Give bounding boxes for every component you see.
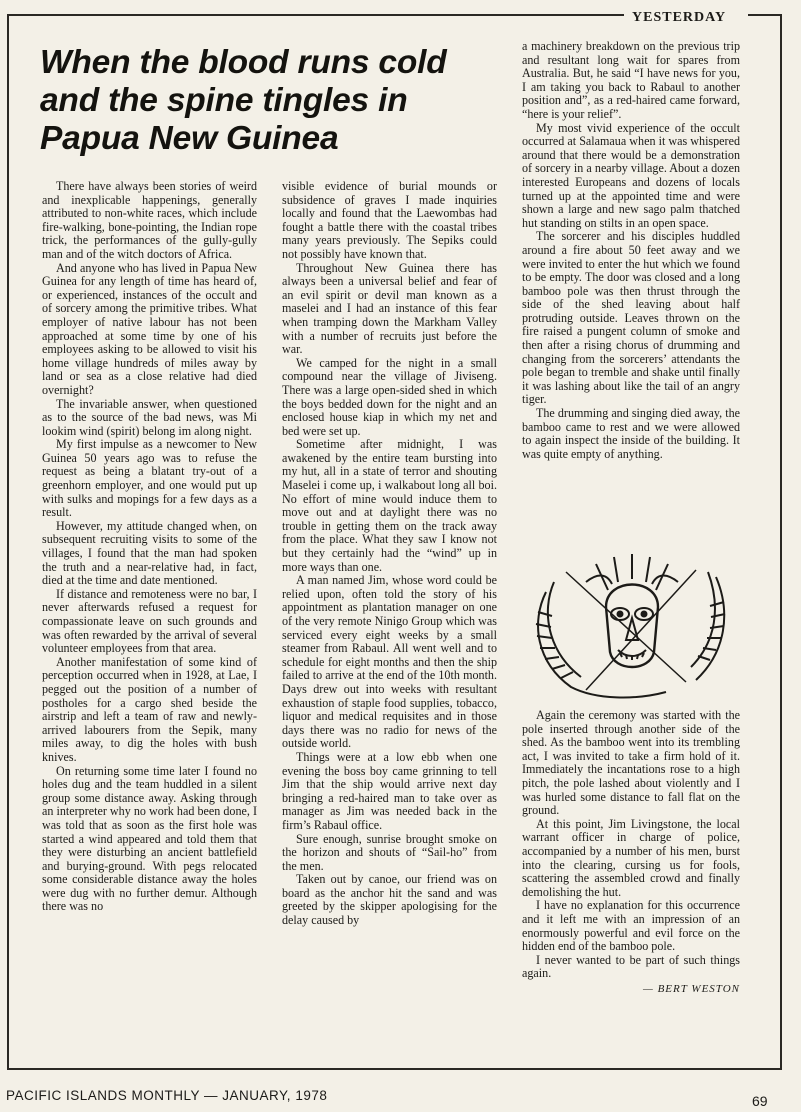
paragraph: I have no explanation for this occurrence and it left me with an impression of an enormously powerful and evil force on the hidden end of the bamboo pole. — [522, 898, 740, 954]
paragraph: On returning some time later I found no holes dug and the team huddled in a silent group some distance away. Asking through an interpreter why no work had been done, I was told that as soon as the first hole was started a wind appeared and told them that they were disturbing an ancient battlefield and burying-ground. With pegs relocated some considerable distance away the holes were dug with no further demur. Although there was no — [42, 763, 257, 914]
paragraph: Throughout New Guinea there has always been a universal belief and fear of an evil spirit or devil man known as a maselei and I had an instance of this fear when tramping down the Markham Valley with a number of recruits just before the war. — [282, 260, 497, 357]
paragraph: We camped for the night in a small compound near the village of Jiviseng. There was a large open-sided shed in which the boys bedded down for the night and an enclosed house kiap in which my net and bed were set up. — [282, 355, 497, 438]
column-3-bottom — [522, 709, 740, 996]
top-rule — [7, 14, 624, 16]
paragraph: Sure enough, sunrise brought smoke on the horizon and shouts of “Sail-ho” from the men. — [282, 831, 497, 873]
page-number: 69 — [752, 1093, 768, 1109]
section-label: YESTERDAY — [632, 10, 727, 25]
headline: When the blood runs cold and the spine tingles in Papua New Guinea — [40, 44, 447, 157]
paragraph: Taken out by canoe, our friend was on board as the anchor hit the sand and was greeted by the skipper apologising for the delay caused by — [282, 872, 497, 928]
top-rule-right — [748, 14, 780, 16]
paragraph: At this point, Jim Livingstone, the local warrant officer in charge of police, accompanied by a number of his men, burst into the clearing, cursing us for fools, scattering the assembled crowd and finally demolishing the hut. — [522, 816, 740, 899]
paragraph: My first impulse as a newcomer to New Guinea 50 years ago was to refuse the request as being a blatant try-out of a greenhorn employer, and one would put up with sulks and mopings for a few days as a result. — [42, 437, 257, 520]
paragraph: Sometime after midnight, I was awakened by the entire team bursting into my hut, all in a state of terror and shouting Maselei i come up, i walkabout long all boi. No effort of mine would induce them to move out and at daylight there was no trouble in getting them on the track away from the place. What they saw I know not but they certainly had the “wind” up in more ways than one. — [282, 437, 497, 574]
byline: — BERT WESTON — [643, 982, 740, 995]
column-1 — [42, 180, 257, 914]
paragraph: The sorcerer and his disciples huddled around a fire about 50 feet away and we were invited to enter the hut which we found to be empty. The door was closed and a long bamboo pole was then thrust through the side of the shed leaving about half protruding outside. Leaves thrown on the fire raised a pungent column of smoke and then after a rising chorus of drumming and changing from the sorcerers’ attendants the pole began to tremble and shake until finally it was lashing about like the tail of an angry tiger. — [522, 229, 740, 407]
column-3-top — [522, 40, 740, 461]
mask-illustration — [526, 552, 738, 702]
paragraph: A man named Jim, whose word could be relied upon, often told the story of his appointment as plantation manager on one of the very remote Ninigo Group which was serviced every eight weeks by a small steamer from Rabaul. All went well and to schedule for eight months and then the ship failed to arrive at the end of the 10th month. Days drew out into weeks with resultant exhaustion of staple food supplies, tobacco, liquor and medical requisites and in those days there was no radio for news of the outside world. — [282, 573, 497, 751]
paragraph: Another manifestation of some kind of perception occurred when in 1928, at Lae, I pegged out the position of a number of postholes for a cargo shed beside the airstrip and left a team of raw and newly-arrived labourers from the Sepik, many miles away, to dig the holes with bush knives. — [42, 654, 257, 764]
paragraph: visible evidence of burial mounds or subsidence of graves I made inquiries locally and found that the Laewombas had fought a battle there with the coastal tribes many years previously. The Sepiks could not possibly have known that. — [282, 179, 497, 261]
paragraph: My most vivid experience of the occult occurred at Salamaua when it was whispered around that there would be a demonstration of sorcery in a nearby village. About a dozen interested Europeans and dozens of locals turned up at the appointed time and were shown a large and new sago palm thatched hut standing on stilts in an open space. — [522, 120, 740, 230]
paragraph: However, my attitude changed when, on subsequent recruiting visits to some of the villages, I found that the man had spoken the truth and a near-relative had, in fact, died at the time and date mentioned. — [42, 518, 257, 588]
paragraph: Again the ceremony was started with the pole inserted through another side of the shed. As the bamboo went into its trembling act, I was invited to take a firm hold of it. Immediately the incantations rose to a high pitch, the pole lashed about violently and I was hurled some distance to fall flat on the ground. — [522, 708, 740, 818]
paragraph: There have always been stories of weird and inexplicable happenings, generally attributed to non-white races, which include fire-walking, bone-pointing, the Indian rope trick, the performances of the gully-gully man and of the witch doctors of Africa. — [42, 179, 257, 261]
paragraph: I never wanted to be part of such things again. — [522, 952, 740, 981]
paragraph: If distance and remoteness were no bar, I never afterwards refused a request for compassionate leave on such grounds and was often rewarded by the arrival of several volunteer employees from that area. — [42, 586, 257, 656]
paragraph: The drumming and singing died away, the bamboo came to rest and we were allowed to again inspect the inside of the building. It was quite empty of anything. — [522, 406, 740, 461]
column-2 — [282, 180, 497, 928]
paragraph: The invariable answer, when questioned as to the source of the bad news, was Mi lookim wind (spirit) belong im along night. — [42, 396, 257, 438]
paragraph: Things were at a low ebb when one evening the boss boy came grinning to tell Jim that the ship would arrive next day bringing a red-haired man to take over as manager as Jim was needed back in the firm’s Rabaul office. — [282, 749, 497, 832]
publication-footer: PACIFIC ISLANDS MONTHLY — JANUARY, 1978 — [6, 1088, 328, 1103]
paragraph: And anyone who has lived in Papua New Guinea for any length of time has heard of, or experienced, instances of the occult and of sorcery among the primitive tribes. What employer of native labour has not been approached at some time by one of his employees asking to be allowed to visit his home village hundreds of miles away by land or sea as a close relative had died overnight? — [42, 260, 257, 397]
paragraph: a machinery breakdown on the previous trip and resultant long wait for spares from Australia. But, he said “I have news for you, I am taking you back to Rabaul to another position and”, as a red-haired came forward, “here is your relief”. — [522, 39, 740, 121]
